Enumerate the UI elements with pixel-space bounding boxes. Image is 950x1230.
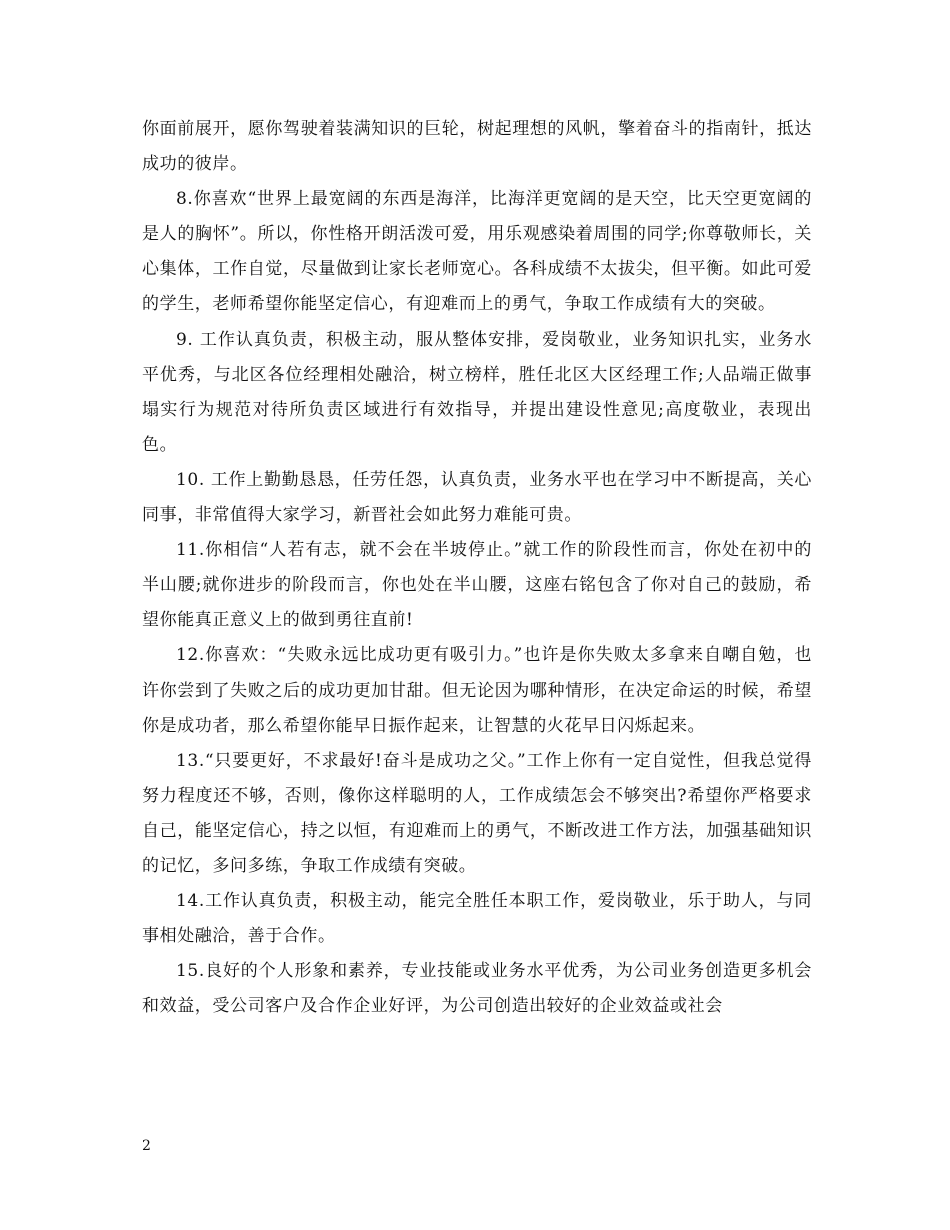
- page-number: 2: [142, 1138, 151, 1154]
- paragraph-item-10: 10. 工作上勤勤恳恳，任劳任怨，认真负责，业务水平也在学习中不断提高，关心同事，非常值得大家学习，新晋社会如此努力难能可贵。: [142, 469, 812, 526]
- paragraph-item-9: 9. 工作认真负责，积极主动，服从整体安排，爱岗敬业，业务知识扎实，业务水平优秀，与北区各位经理相处融洽，树立榜样，胜任北区大区经理工作;人品端正做事塌实行为规范对待所负责区域进行有效指导，并提出建设性意见;高度敬业，表现出色。: [142, 329, 812, 455]
- paragraph-item-12: 12.你喜欢：“失败永远比成功更有吸引力。”也许是你失败太多拿来自嘲自勉，也许你尝到了失败之后的成功更加甘甜。但无论因为哪种情形，在决定命运的时候，希望你是成功者，那么希望你能早日振作起来，让智慧的火花早日闪烁起来。: [142, 645, 812, 736]
- paragraph-item-11: 11.你相信“人若有志，就不会在半坡停止。”就工作的阶段性而言，你处在初中的半山腰;就你进步的阶段而言，你也处在半山腰，这座右铭包含了你对自己的鼓励，希望你能真正意义上的做到勇往直前!: [142, 540, 812, 631]
- paragraph-continuation: 你面前展开，愿你驾驶着装满知识的巨轮，树起理想的风帆，擎着奋斗的指南针，抵达成功的彼岸。: [142, 119, 812, 175]
- paragraph-item-13: 13.“只要更好，不求最好!奋斗是成功之父。”工作上你有一定自觉性，但我总觉得努力程度还不够，否则，像你这样聪明的人，工作成绩怎会不够突出?希望你严格要求自己，能坚定信心，持之以恒，有迎难而上的勇气，不断改进工作方法，加强基础知识的记忆，多问多练，争取工作成绩有突破。: [142, 750, 812, 876]
- paragraph-item-15: 15.良好的个人形象和素养，专业技能或业务水平优秀，为公司业务创造更多机会和效益，受公司客户及合作企业好评，为公司创造出较好的企业效益或社会: [142, 961, 812, 1017]
- paragraph-item-14: 14.工作认真负责，积极主动，能完全胜任本职工作，爱岗敬业，乐于助人，与同事相处融洽，善于合作。: [142, 891, 812, 947]
- paragraph-item-8: 8.你喜欢“世界上最宽阔的东西是海洋，比海洋更宽阔的是天空，比天空更宽阔的是人的胸怀”。所以，你性格开朗活泼可爱，用乐观感染着周围的同学;你尊敬师长，关心集体，工作自觉，尽量做到让家长老师宽心。各科成绩不太拔尖，但平衡。如此可爱的学生，老师希望你能坚定信心，有迎难而上的勇气，争取工作成绩有大的突破。: [142, 189, 812, 315]
- document-body: [142, 112, 812, 1024]
